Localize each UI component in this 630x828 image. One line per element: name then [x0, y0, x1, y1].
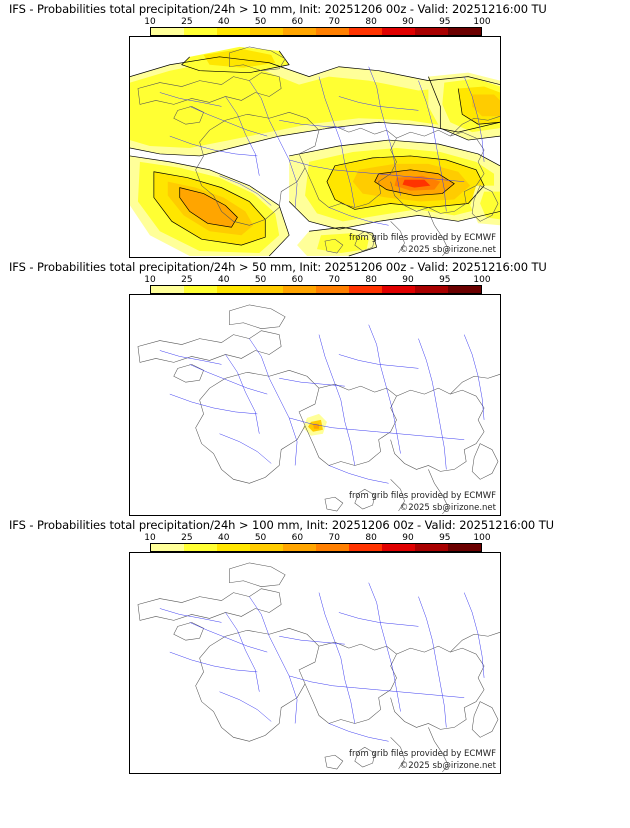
map-10mm[interactable] — [129, 36, 501, 258]
colorbar-label: 50 — [254, 275, 267, 285]
colorbar-label: 50 — [254, 17, 267, 27]
colorbar-segment — [448, 28, 481, 35]
colorbar-label: 25 — [181, 533, 193, 543]
panel-title-50mm: IFS - Probabilities total precipitation/24h > 50 mm, Init: 20251206 00z - Valid: 20251216:00 TU — [9, 260, 547, 274]
colorbar-label: 40 — [217, 17, 230, 27]
colorbar-label: 90 — [402, 17, 414, 27]
colorbar-label: 70 — [328, 275, 340, 285]
colorbar-segment — [349, 28, 382, 35]
colorbar-label: 60 — [291, 533, 304, 543]
colorbar-label: 80 — [365, 275, 377, 285]
probability-field — [303, 414, 327, 436]
colorbar-segment — [448, 286, 481, 293]
colorbar-segment — [283, 544, 316, 551]
colorbar-segment — [349, 286, 382, 293]
colorbar-label: 25 — [181, 275, 193, 285]
colorbar-segment — [316, 286, 349, 293]
colorbar-segment — [217, 286, 250, 293]
colorbar-scale-50mm — [150, 285, 482, 294]
map-source-credit: from grib files provided by ECMWF — [349, 491, 496, 501]
map-canvas-100mm — [130, 553, 500, 773]
map-canvas-10mm — [130, 37, 500, 257]
colorbar-label: 70 — [328, 17, 340, 27]
forecast-panel-50mm — [0, 258, 630, 516]
colorbar-segment — [316, 544, 349, 551]
map-source-credit: from grib files provided by ECMWF — [349, 749, 496, 759]
colorbar-label: 60 — [291, 275, 304, 285]
colorbar-segment — [382, 28, 415, 35]
colorbar-label: 70 — [328, 533, 340, 543]
forecast-panel-10mm — [0, 0, 630, 258]
colorbar-segment — [250, 286, 283, 293]
colorbar-segment — [217, 28, 250, 35]
forecast-panel-100mm — [0, 516, 630, 774]
colorbar-segment — [283, 286, 316, 293]
colorbar-segment — [349, 544, 382, 551]
panel-title-100mm: IFS - Probabilities total precipitation/24h > 100 mm, Init: 20251206 00z - Valid: 20251216:00 TU — [9, 518, 554, 532]
colorbar-label: 100 — [473, 275, 491, 285]
colorbar-segment — [382, 286, 415, 293]
colorbar-segment — [151, 286, 184, 293]
colorbar-segment — [415, 28, 448, 35]
colorbar-label: 100 — [473, 17, 491, 27]
colorbar-scale-10mm — [150, 27, 482, 36]
colorbar-segment — [217, 544, 250, 551]
colorbar-label: 80 — [365, 17, 377, 27]
rivers — [160, 325, 484, 484]
coastline — [138, 563, 500, 772]
colorbar-segment — [382, 544, 415, 551]
colorbar-label: 50 — [254, 533, 267, 543]
rivers — [160, 583, 484, 742]
map-canvas-50mm — [130, 295, 500, 515]
map-copyright: ©2025 sb@irizone.net — [399, 245, 496, 255]
colorbar-label: 95 — [439, 17, 451, 27]
colorbar-segment — [283, 28, 316, 35]
colorbar-segment — [415, 286, 448, 293]
colorbar-segment — [316, 28, 349, 35]
probability-field — [130, 47, 500, 256]
map-100mm[interactable] — [129, 552, 501, 774]
colorbar-label: 60 — [291, 17, 304, 27]
colorbar-label: 90 — [402, 275, 414, 285]
map-copyright: ©2025 sb@irizone.net — [399, 761, 496, 771]
colorbar-segment — [448, 544, 481, 551]
colorbar-label: 10 — [144, 533, 156, 543]
colorbar-10mm — [0, 19, 630, 36]
colorbar-label: 90 — [402, 533, 414, 543]
colorbar-50mm — [0, 277, 630, 294]
colorbar-segment — [250, 28, 283, 35]
colorbar-label: 40 — [217, 533, 230, 543]
map-copyright: ©2025 sb@irizone.net — [399, 503, 496, 513]
colorbar-segment — [184, 28, 217, 35]
colorbar-segment — [151, 544, 184, 551]
colorbar-label: 10 — [144, 17, 156, 27]
colorbar-label: 25 — [181, 17, 193, 27]
panel-title-10mm: IFS - Probabilities total precipitation/24h > 10 mm, Init: 20251206 00z - Valid: 20251216:00 TU — [9, 2, 547, 16]
colorbar-label: 100 — [473, 533, 491, 543]
colorbar-segment — [184, 286, 217, 293]
colorbar-segment — [184, 544, 217, 551]
map-source-credit: from grib files provided by ECMWF — [349, 233, 496, 243]
colorbar-segment — [415, 544, 448, 551]
colorbar-100mm — [0, 535, 630, 552]
coastline — [138, 305, 500, 514]
colorbar-label: 40 — [217, 275, 230, 285]
colorbar-label: 95 — [439, 533, 451, 543]
map-50mm[interactable] — [129, 294, 501, 516]
colorbar-label: 10 — [144, 275, 156, 285]
colorbar-segment — [151, 28, 184, 35]
colorbar-label: 95 — [439, 275, 451, 285]
colorbar-scale-100mm — [150, 543, 482, 552]
colorbar-label: 80 — [365, 533, 377, 543]
colorbar-segment — [250, 544, 283, 551]
